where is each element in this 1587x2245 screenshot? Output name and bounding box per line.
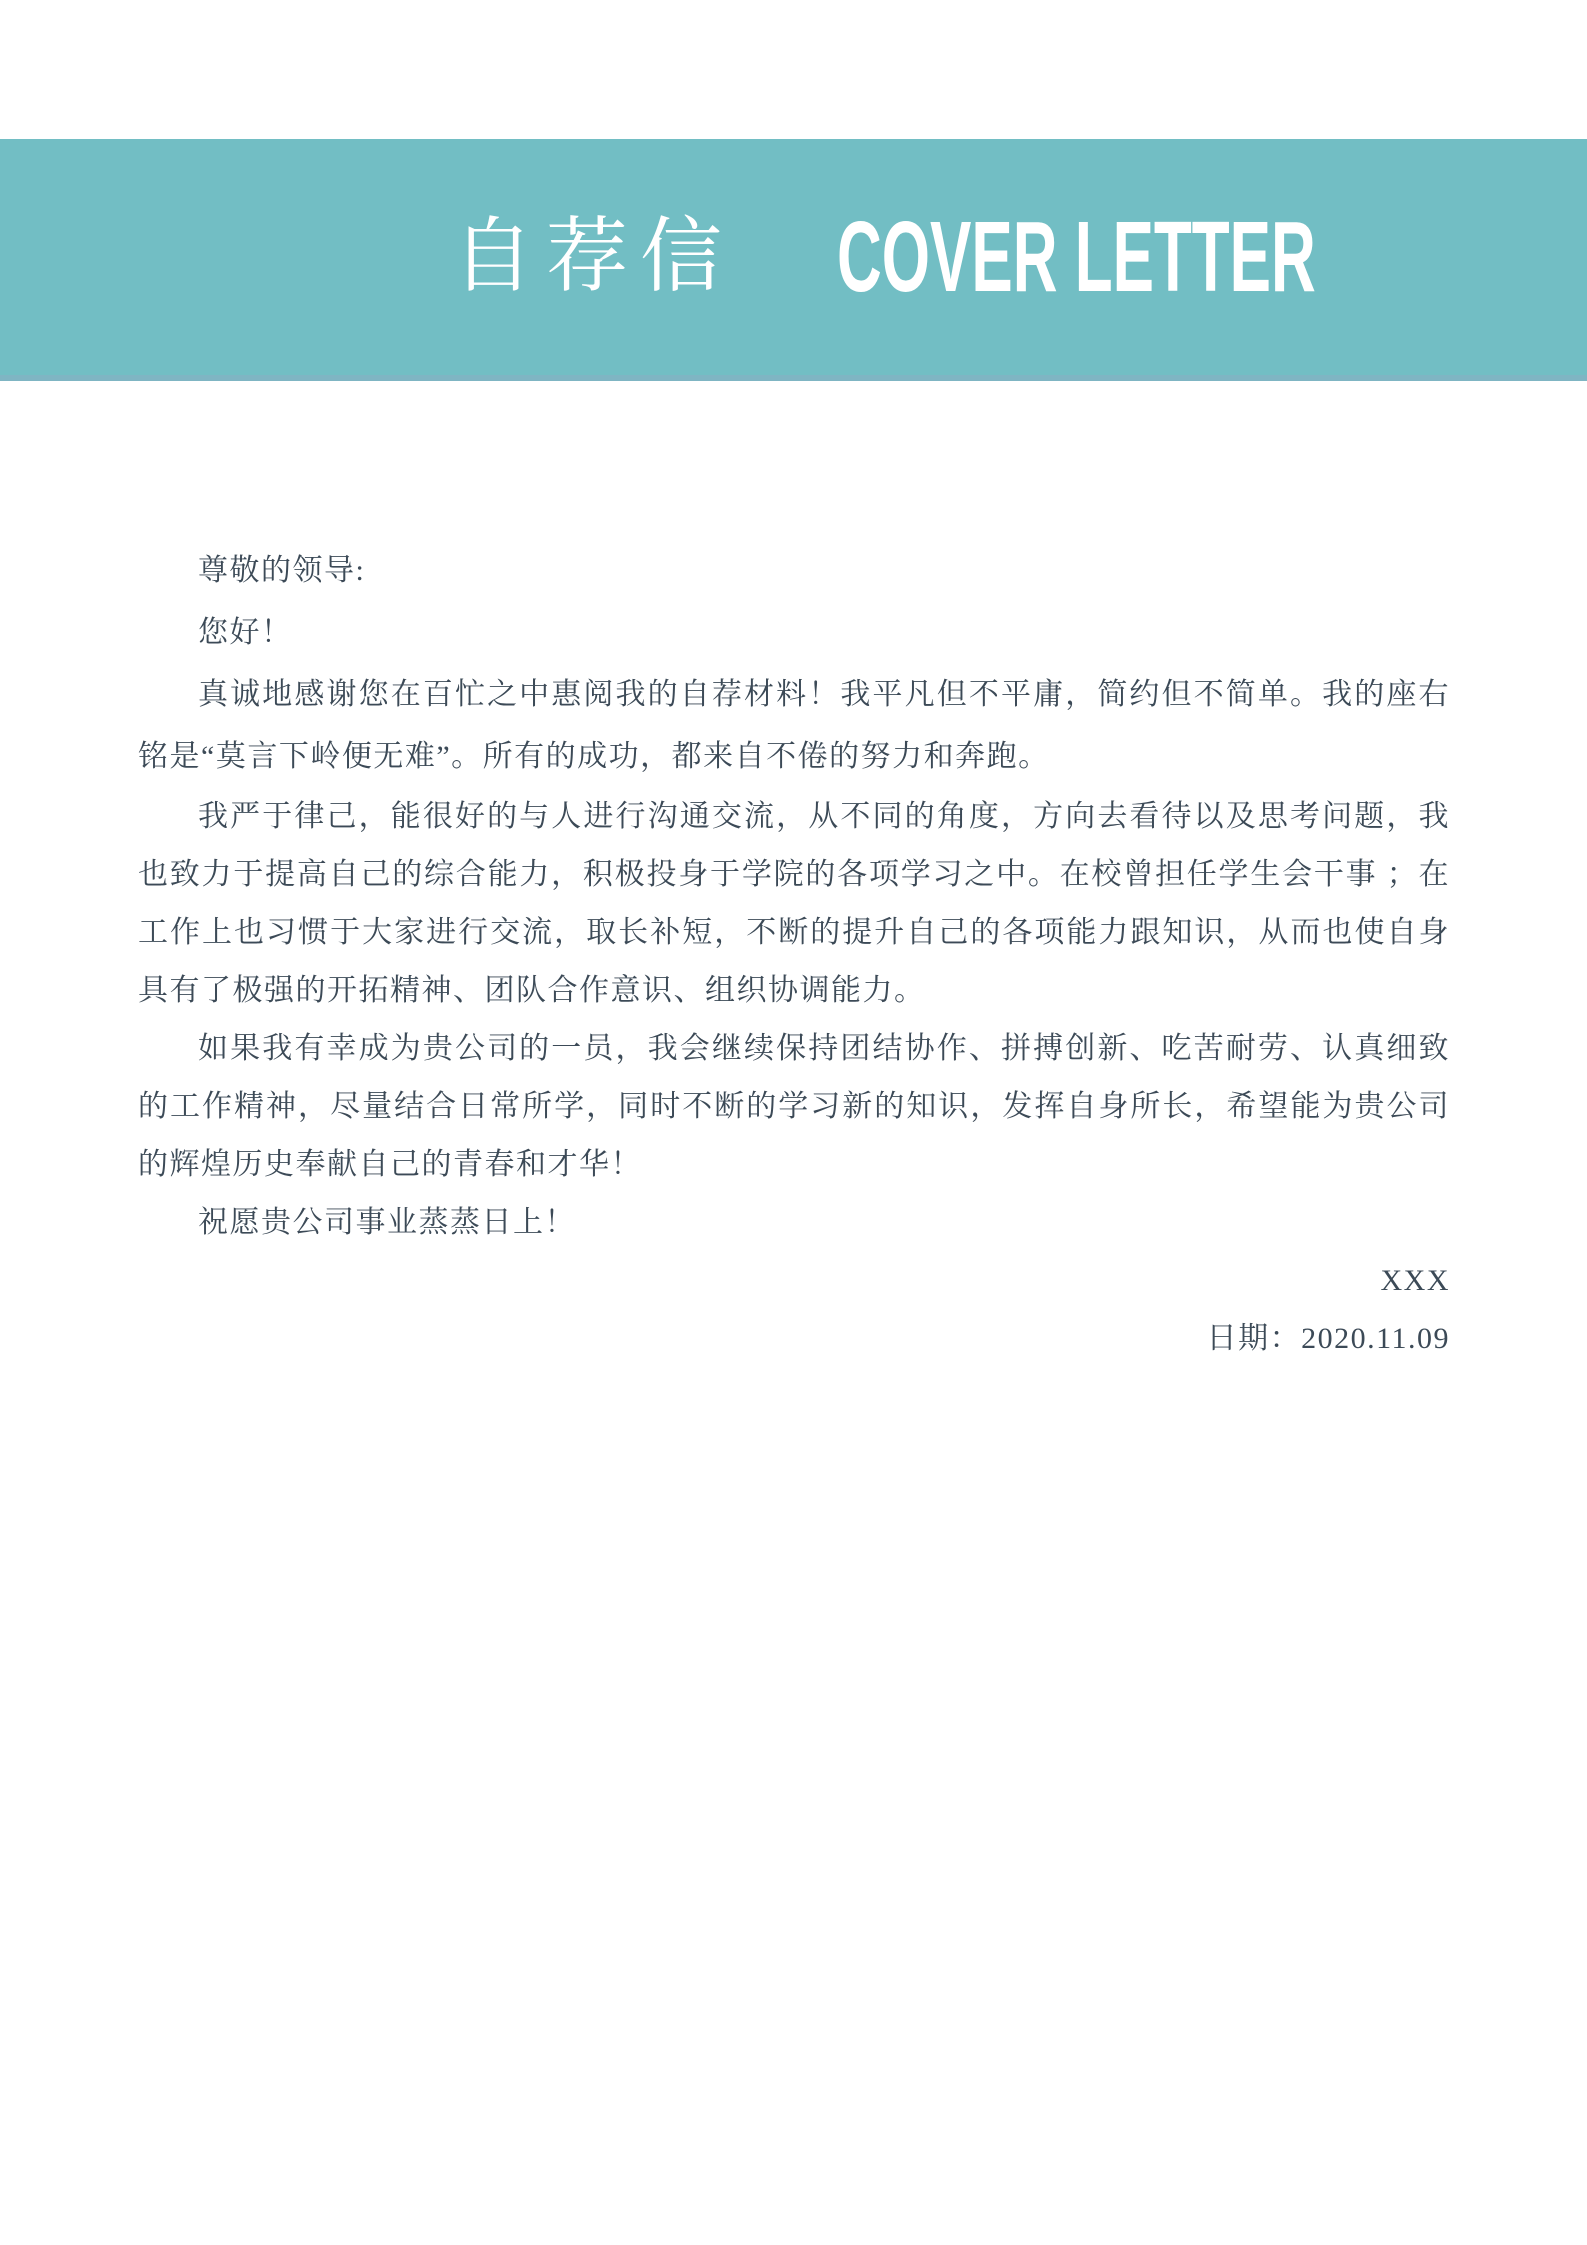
header-title-row <box>451 201 1316 313</box>
salutation-line: 尊敬的领导: <box>198 554 366 587</box>
title-english-wrap <box>837 201 1316 313</box>
header-banner <box>0 139 1587 381</box>
title-chinese: 自荐信 <box>451 211 734 302</box>
title-english: COVER LETTER <box>837 201 1316 313</box>
signature-name: XXX <box>1380 1264 1450 1297</box>
paragraph-3: 如果我有幸成为贵公司的一员，我会继续保持团结协作、拼搏创新、吃苦耐劳、认真细致的工作精神，尽量结合日常所学，同时不断的学习新的知识，发挥自身所长，希望能为贵公司的辉煌历史奉献自己的青春和才华！ <box>138 1032 1450 1181</box>
signature-date: 日期：2020.11.09 <box>1206 1322 1450 1355</box>
greeting-line: 您好！ <box>198 616 293 649</box>
closing-line: 祝愿贵公司事业蒸蒸日上！ <box>198 1206 576 1239</box>
paragraph-2: 我严于律己，能很好的与人进行沟通交流，从不同的角度，方向去看待以及思考问题，我也致力于提高自己的综合能力，积极投身于学院的各项学习之中。在校曾担任学生会干事 ；在工作上也习惯于大家进行交流，取长补短，不断的提升自己的各项能力跟知识，从而也使自身具有了极强的开拓精神、团队合作意识、组织协调能力。 <box>138 800 1450 1007</box>
paragraph-1: 真诚地感谢您在百忙之中惠阅我的自荐材料！我平凡但不平庸，简约但不简单。我的座右铭是“莫言下岭便无难”。所有的成功，都来自不倦的努力和奔跑。 <box>138 678 1450 773</box>
letter-body <box>138 540 1450 1368</box>
